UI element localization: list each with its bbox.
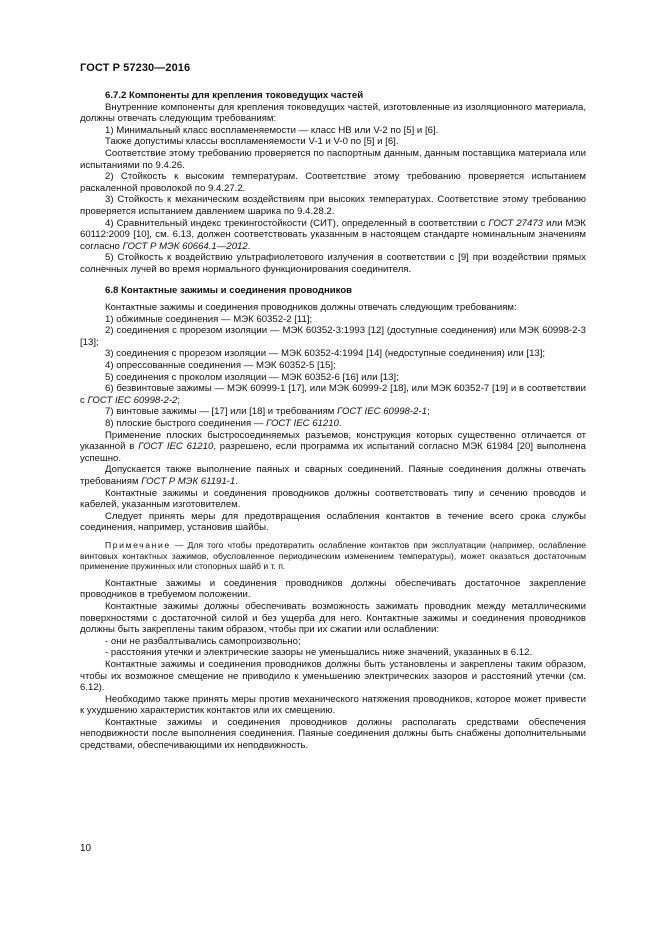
paragraph: Необходимо также принять меры против механического натяжения проводников, которое может привести к ухудшению характеристик контактов или их смещению. — [80, 693, 586, 717]
page-number: 10 — [80, 843, 92, 854]
reference: ГОСТ IEC 61210 — [138, 441, 214, 453]
reference: ГОСТ Р МЭК 61191-1 — [141, 476, 236, 487]
reference: ГОСТ 27473 — [488, 217, 544, 229]
list-item: 1) Минимальный класс воспламеняемости — класс НВ или V-2 по [5] и [6]. — [105, 124, 439, 136]
paragraph: Также допустимы классы воспламеняемости V-1 и V-0 по [5] и [6]. — [105, 136, 399, 148]
reference: ГОСТ IEC 61210 — [266, 418, 339, 430]
reference: ГОСТ IEC 60998-2-1 — [337, 406, 427, 418]
document-body — [80, 90, 586, 752]
dash-item: - расстояния утечки и электрические зазоры не уменьшались ниже значений, указанных в 6.12. — [105, 647, 533, 659]
section-heading-6-7-2: 6.7.2 Компоненты для крепления токоведущих частей — [105, 90, 364, 101]
document-header: ГОСТ Р 57230—2016 — [80, 62, 191, 74]
reference: ГОСТ IEC 60998-2-2 — [87, 394, 178, 406]
list-item: 6) безвинтовые зажимы — МЭК 60999-1 [17], или МЭК 60999-2 [18], или МЭК 60352-7 [19] и в соответствии с ГОСТ IEC 60998-2-2; — [80, 383, 586, 406]
list-item: 3) соединения с прорезом изоляции — МЭК 60352-4:1994 [14] (недоступные соединения) или [13]; — [105, 348, 546, 360]
paragraph: Допускается также выполнение паяных и сварных соединений. Паяные соединения должны отвечать требованиям ГОСТ Р МЭК 61191-1. — [80, 464, 586, 487]
paragraph: Контактные зажимы и соединения проводников должны обеспечивать достаточное закрепление проводников в требуемом положении. — [80, 577, 586, 601]
section-heading-6-8: 6.8 Контактные зажимы и соединения проводников — [105, 284, 353, 296]
list-item: 5) Стойкость к воздействию ультрафиолетового излучения в соответствии с [9] при воздействии прямых солнечных лучей во время нормального функционирования соединителя. — [80, 252, 586, 275]
note-label: Примечание — [105, 539, 171, 550]
paragraph: Применение плоских быстросоединяемых разъемов, конструкция которых существенно отличается от указанной в ГОСТ IEC 61210, разрешено, если программа их испытаний согласно МЭК 61984 [20] выполнена успешно. — [80, 429, 586, 464]
list-item: 4) Сравнительный индекс трекингостойкости (СИТ), определенный в соответствии с ГОСТ 27473 или МЭК 60112:2009 [10], см. 6.13, должен соответствовать указанным в настоящем стандарте номинальным значениям согласно ГОСТ Р МЭК 60664.1—2012. — [80, 217, 587, 252]
paragraph: Внутренние компоненты для крепления токоведущих частей, изготовленные из изоляционного материала, должны отвечать следующим требованиям: — [80, 101, 586, 125]
list-item: 7) винтовые зажимы — [17] или [18] и требованиям ГОСТ IEC 60998-2-1; — [105, 406, 430, 418]
dash-item: - они не разбалтывались самопроизвольно; — [105, 635, 301, 647]
paragraph: Соответствие этому требованию проверяется по паспортным данным, данным поставщика материала или испытаниями по 9.4.26. — [80, 147, 586, 171]
list-item: 2) Стойкость к высоким температурам. Соответствие этому требованию проверяется испытанием раскаленной проволокой по 9.4.27.2. — [80, 171, 586, 194]
paragraph: Контактные зажимы и соединения проводников должны отвечать следующим требованиям: — [105, 302, 517, 314]
note: Примечание — Для того чтобы предотвратить ослабление контактов при эксплуатации (например, ослабление винтовых контактных зажимов, обусловленное периодическим изменением температуры), может оказаться достаточным применение пружинных или стопорных шайб и т. п. — [80, 539, 586, 572]
reference: ГОСТ Р МЭК 60664.1—2012 — [122, 240, 248, 252]
paragraph: Следует принять меры для предотвращения ослабления контактов в течение всего срока службы соединения, например, установив шайбы. — [80, 510, 586, 534]
paragraph: Контактные зажимы и соединения проводников должны соответствовать типу и сечению проводов и кабелей, указанным изготовителем. — [80, 487, 586, 511]
paragraph: Контактные зажимы должны обеспечивать возможность зажимать проводник между металлическими поверхностями с достаточной силой и без ущерба для него. Контактные зажимы и соединения проводников должны быть закреплены таким образом, чтобы при их сжатии или ослаблении: — [80, 600, 586, 636]
list-item: 1) обжимные соединения — МЭК 60352-2 [11]; — [105, 313, 313, 325]
list-item: 3) Стойкость к механическим воздействиям при высоких температурах. Соответствие этому требованию проверяется испытанием давлением шарика по 9.4.28.2. — [80, 194, 586, 217]
paragraph: Контактные зажимы и соединения проводников должны располагать средствами обеспечения неподвижности после выполнения соединения. Паяные соединения должны быть снабжены дополнительными средствами, обеспечивающими их неподвижность. — [80, 716, 586, 752]
list-item: 2) соединения с прорезом изоляции — МЭК 60352-3:1993 [12] (доступные соединения) или МЭК 60998-2-3 [13]; — [80, 325, 586, 348]
list-item: 4) опрессованные соединения — МЭК 60352-5 [15]; — [105, 360, 336, 372]
list-item: 8) плоские быстрого соединения — ГОСТ IEC 61210. — [105, 418, 342, 430]
list-item: 5) соединения с проколом изоляции — МЭК 60352-6 [16] или [13]; — [105, 371, 399, 383]
paragraph: Контактные зажимы и соединения проводников должны быть установлены и закреплены таким образом, чтобы их возможное смещение не приводило к уменьшению электрических зазоров и расстояний утечки (см. 6.12). — [80, 658, 586, 694]
